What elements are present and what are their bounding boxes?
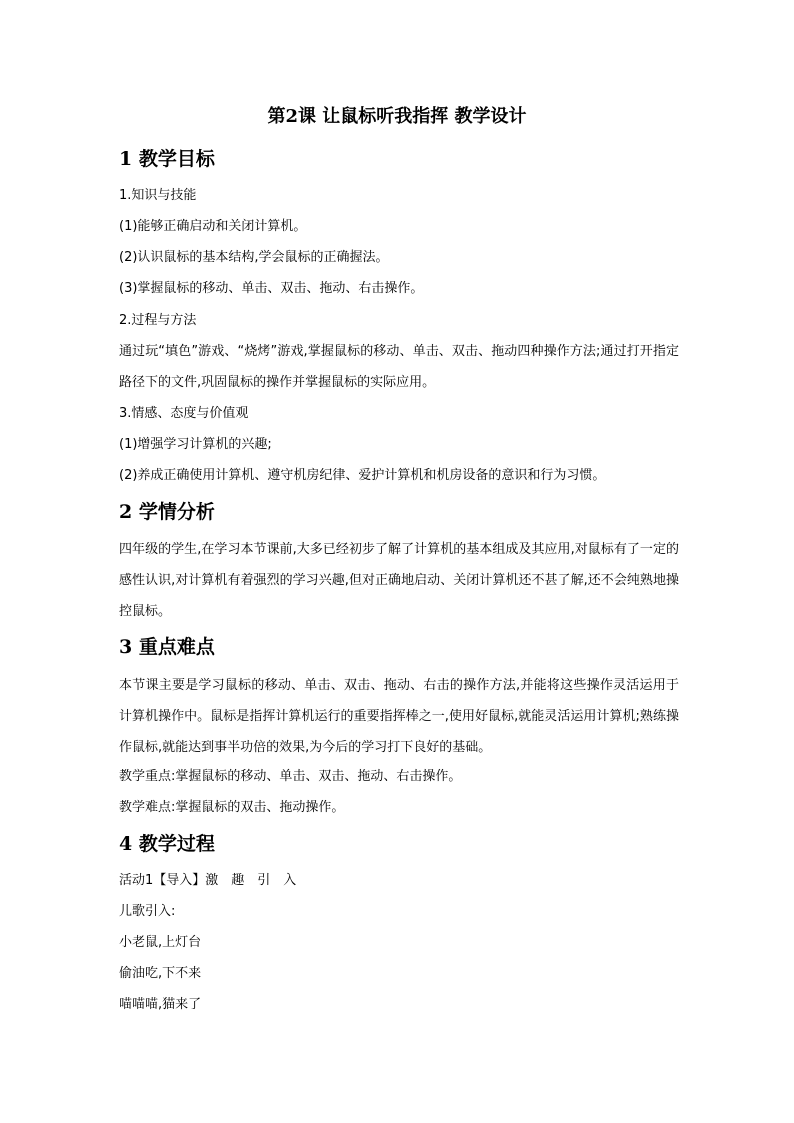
difficulty-line: 教学难点:掌握鼠标的双击、拖动操作。	[119, 800, 345, 815]
analysis-paragraph: 四年级的学生,在学习本节课前,大多已经初步了解了计算机的基本组成及其应用,对鼠标有了一定的感性认识,对计算机有着强烈的学习兴趣,但对正确地启动、关闭计算机还不甚了解,还不会纯熟地操控鼠标。	[119, 542, 679, 619]
attitude-item-2: (2)养成正确使用计算机、遵守机房纪律、爱护计算机和机房设备的意识和行为习惯。	[119, 468, 606, 483]
subheading-knowledge: 1.知识与技能	[119, 188, 197, 203]
rhyme-intro: 儿歌引入:	[119, 904, 176, 919]
subheading-attitude: 3.情感、态度与价值观	[119, 406, 249, 421]
knowledge-item-1: (1)能够正确启动和关闭计算机。	[119, 219, 307, 234]
section-heading-objectives: 1 教学目标	[119, 148, 215, 170]
process-paragraph: 通过玩“填色”游戏、“烧烤”游戏,掌握鼠标的移动、单击、双击、拖动四种操作方法;通过打开指定路径下的文件,巩固鼠标的操作并掌握鼠标的实际应用。	[119, 344, 679, 390]
section-heading-analysis: 2 学情分析	[119, 501, 215, 523]
attitude-item-1: (1)增强学习计算机的兴趣;	[119, 437, 272, 452]
activity-line: 活动1【导入】激 趣 引 入	[119, 873, 297, 888]
key-points-paragraph: 本节课主要是学习鼠标的移动、单击、双击、拖动、右击的操作方法,并能将这些操作灵活运用于计算机操作中。鼠标是指挥计算机运行的重要指挥棒之一,使用好鼠标,就能灵活运用计算机;熟练操作鼠标,就能达到事半功倍的效果,为今后的学习打下良好的基础。	[119, 678, 679, 755]
rhyme-line-2: 偷油吃,下不来	[119, 966, 202, 981]
knowledge-item-3: (3)掌握鼠标的移动、单击、双击、拖动、右击操作。	[119, 281, 424, 296]
knowledge-item-2: (2)认识鼠标的基本结构,学会鼠标的正确握法。	[119, 250, 389, 265]
section-heading-key-points: 3 重点难点	[119, 636, 215, 658]
section-heading-process: 4 教学过程	[119, 833, 215, 855]
key-point-line: 教学重点:掌握鼠标的移动、单击、双击、拖动、右击操作。	[119, 769, 462, 784]
subheading-process: 2.过程与方法	[119, 313, 197, 328]
rhyme-line-3: 喵喵喵,猫来了	[119, 997, 202, 1012]
rhyme-line-1: 小老鼠,上灯台	[119, 935, 202, 950]
document-title: 第2课 让鼠标听我指挥 教学设计	[267, 106, 527, 127]
